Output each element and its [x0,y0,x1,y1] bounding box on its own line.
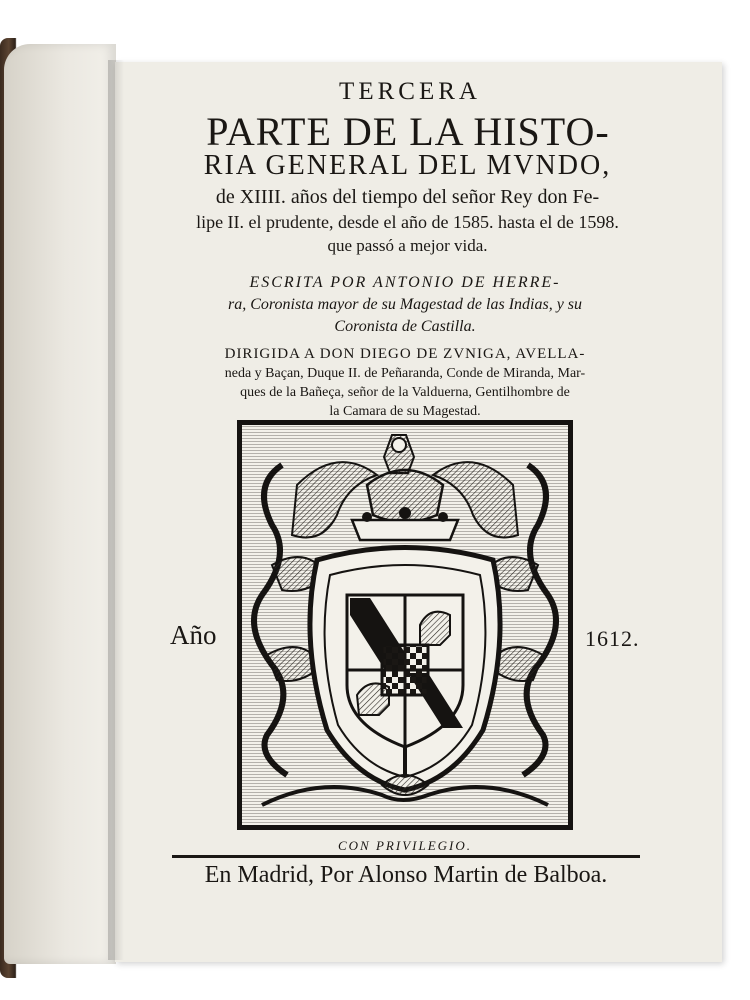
left-page-leaf [4,44,116,964]
dedication-line-2: neda y Baçan, Duque II. de Peñaranda, Conde de Miranda, Mar- [224,366,586,381]
author-line-2: ra, Coronista mayor de su Magestad de las Indias, y su [227,296,583,313]
imprint-line: En Madrid, Por Alonso Martin de Balboa. [204,862,608,888]
title-line-3: RIA GENERAL DEL MVNDO, [203,150,612,181]
subtitle-line-3: que passó a mejor vida. [327,236,488,255]
title-line-2: PARTE DE LA HISTO- [206,109,610,154]
privilege-line: CON PRIVILEGIO. [338,838,472,853]
year-value: 1612. [585,626,640,651]
subtitle-line-1: de XIIII. años del tiempo del señor Rey don Fe- [215,186,600,208]
author-line-3: Coronista de Castilla. [334,318,476,335]
dedication-line-4: la Camara de su Magestad. [329,404,481,419]
coat-of-arms-woodcut [237,420,573,830]
imprint-rule [172,855,640,858]
year-label: Año [170,620,217,650]
dedication-line-3: ques de la Bañeça, señor de la Valduerna, Gentilhombre de [240,385,570,400]
dedication-line-1: DIRIGIDA A DON DIEGO DE ZVNIGA, AVELLA- [224,346,586,362]
title-line-1: TERCERA [339,78,481,105]
author-line-1: ESCRITA POR ANTONIO DE HERRE- [249,274,561,291]
subtitle-line-2: lipe II. el prudente, desde el año de 1585. hasta el de 1598. [196,212,619,232]
heraldic-crest-illustration [242,425,568,825]
book-gutter-shadow [108,60,124,960]
